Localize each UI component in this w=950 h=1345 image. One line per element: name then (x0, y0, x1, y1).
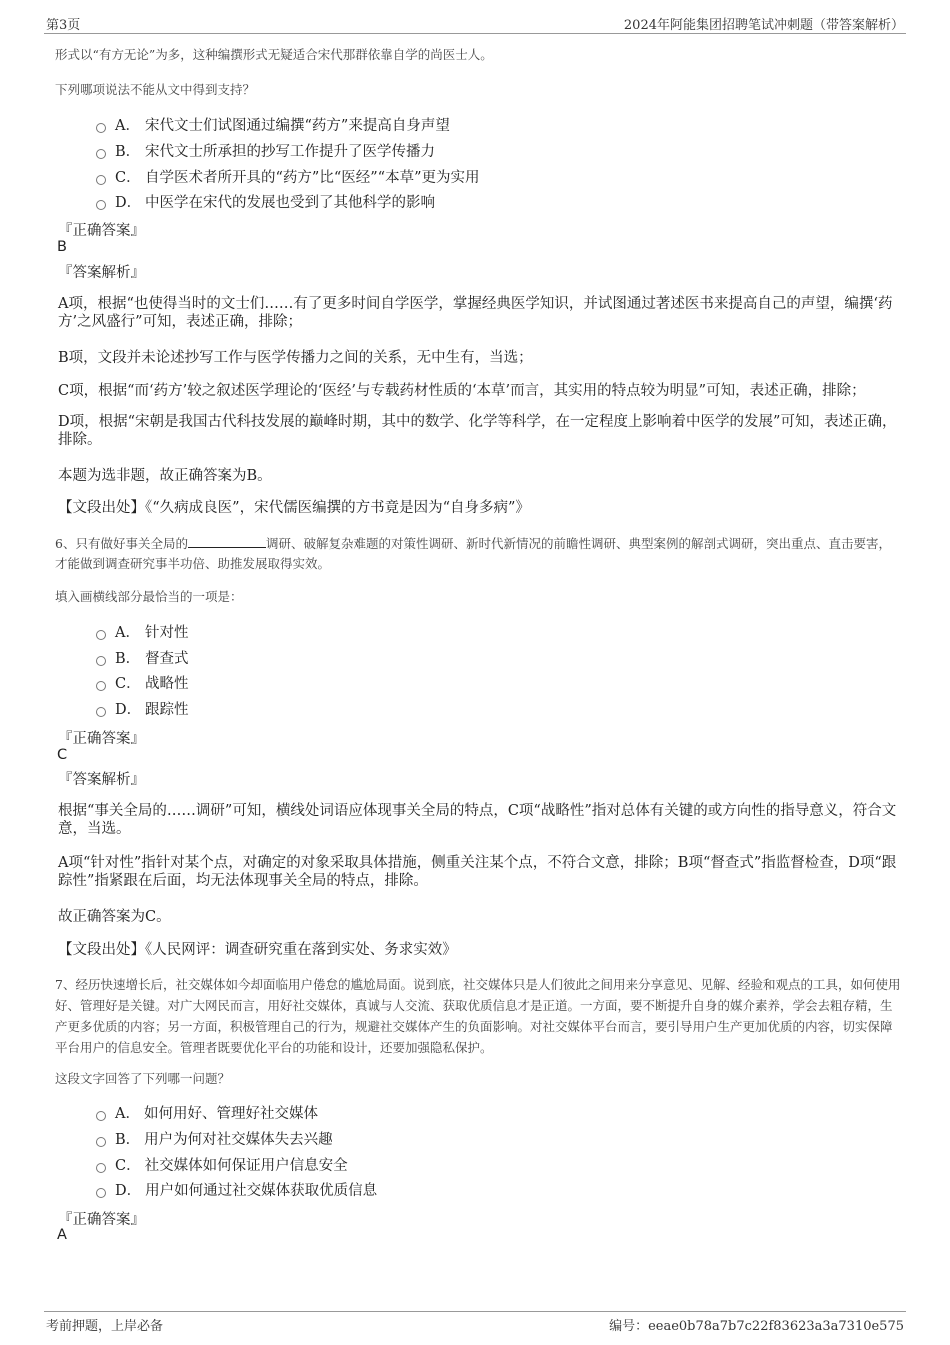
q5-analysis-b: B项，文段并未论述抄写工作与医学传播力之间的关系，无中生有，当选； (58, 350, 533, 366)
q5-analysis-a: A项，根据“也使得当时的文士们……有了更多时间自学医学，掌握经典医学知识，并试图通过著述医书来提高自己的声望，编撰‘药方’之风盛行”可知，表述正确，排除； (58, 296, 893, 330)
q6-stem: 6、只有做好事关全局的 调研、破解复杂难题的对策性调研、新时代新情况的前瞻性调研、典型案例的解剖式调研，突出重点、直击要害，才能做到调查研究事半功倍、助推发展取得实效。 (55, 536, 891, 571)
q6-prompt: 填入画横线部分最恰当的一项是： (55, 589, 243, 604)
q5-prompt: 下列哪项说法不能从文中得到支持？ (55, 82, 256, 97)
q7-answer-label: 『正确答案』 (58, 1212, 145, 1228)
q5-option-b[interactable]: B． 宋代文士所承担的抄写工作提升了医学传播力 (96, 140, 435, 160)
q5-option-d[interactable]: D． 中医学在宋代的发展也受到了其他科学的影响 (96, 191, 435, 211)
radio-button-icon[interactable] (96, 1188, 106, 1198)
fill-in-blank (188, 535, 266, 548)
q6-answer: C (57, 747, 68, 763)
q5-passage-end: 形式以“有方无论”为多，这种编撰形式无疑适合宋代那群依靠自学的尚医士人。 (55, 47, 493, 62)
q6-source: 【文段出处】《人民网评：调查研究重在落到实处、务求实效》 (58, 942, 457, 958)
radio-button-icon[interactable] (96, 1111, 106, 1121)
radio-button-icon[interactable] (96, 656, 106, 666)
q5-option-c[interactable]: C． 自学医术者所开具的“药方”比“医经”“本草”更为实用 (96, 166, 479, 186)
radio-button-icon[interactable] (96, 175, 106, 185)
q6-option-d[interactable]: D． 跟踪性 (96, 698, 189, 718)
q5-analysis-d: D项，根据“宋朝是我国古代科技发展的巅峰时期，其中的数学、化学等科学，在一定程度上影响着中医学的发展”可知，表述正确，排除。 (58, 414, 897, 448)
footer-divider (44, 1311, 906, 1312)
q5-answer-label: 『正确答案』 (58, 223, 145, 239)
radio-button-icon[interactable] (96, 200, 106, 210)
radio-button-icon[interactable] (96, 149, 106, 159)
q5-analysis-c: C项，根据“而‘药方’较之叙述医学理论的‘医经’与专载药材性质的‘本草’而言，其实用的特点较为明显”可知，表述正确，排除； (58, 383, 866, 399)
radio-button-icon[interactable] (96, 681, 106, 691)
q6-option-c[interactable]: C． 战略性 (96, 672, 189, 692)
q5-answer: B (57, 239, 67, 255)
q7-option-a[interactable]: A． 如何用好、管理好社交媒体 (96, 1102, 318, 1122)
q5-source: 【文段出处】《“久病成良医”，宋代儒医编撰的方书竟是因为“自身多病”》 (58, 500, 530, 516)
radio-button-icon[interactable] (96, 630, 106, 640)
document-title: 2024年阿能集团招聘笔试冲刺题（带答案解析） (623, 18, 904, 33)
footer-slogan: 考前押题，上岸必备 (46, 1319, 164, 1334)
q6-analysis-label: 『答案解析』 (58, 772, 145, 788)
q7-option-b[interactable]: B． 用户为何对社交媒体失去兴趣 (96, 1128, 333, 1148)
radio-button-icon[interactable] (96, 707, 106, 717)
q6-option-b[interactable]: B． 督查式 (96, 647, 189, 667)
q7-stem: 7、经历快速增长后，社交媒体如今却面临用户倦怠的尴尬局面。说到底，社交媒体只是人们彼此之间用来分享意见、见解、经验和观点的工具，如何使用好、管理好是关键。对广大网民而言，用好社交媒体，真诚与人交流、获取优质信息才是正道。一方面，要不断提升自身的媒介素养，学会去粗存精，生产更多优质的内容；另一方面，积极管理自己的行为，规避社交媒体产生的负面影响。对社交媒体平台而言，要引导用户生产更加优质的内容，切实保障平台用户的信息安全。管理者既要优化平台的功能和设计，还要加强隐私保护。 (55, 977, 901, 1055)
radio-button-icon[interactable] (96, 123, 106, 133)
q6-answer-label: 『正确答案』 (58, 731, 145, 747)
footer-serial-number: 编号：eeae0b78a7b7c22f83623a3a7310e575 (609, 1319, 904, 1334)
q5-analysis-label: 『答案解析』 (58, 265, 145, 281)
radio-button-icon[interactable] (96, 1137, 106, 1147)
q6-analysis-abd: A项“针对性”指针对某个点，对确定的对象采取具体措施，侧重关注某个点，不符合文意，排除；B项“督查式”指监督检查，D项“跟踪性”指紧跟在后面，均无法体现事关全局的特点，排除。 (58, 855, 897, 889)
q7-option-d[interactable]: D． 用户如何通过社交媒体获取优质信息 (96, 1179, 377, 1199)
radio-button-icon[interactable] (96, 1163, 106, 1173)
q7-prompt: 这段文字回答了下列哪一问题？ (55, 1071, 231, 1086)
q5-option-a[interactable]: A． 宋代文士们试图通过编撰“药方”来提高自身声望 (96, 114, 450, 134)
q7-answer: A (57, 1227, 67, 1243)
q7-option-c[interactable]: C． 社交媒体如何保证用户信息安全 (96, 1154, 348, 1174)
q6-analysis-c: 根据“事关全局的……调研”可知，横线处词语应体现事关全局的特点，C项“战略性”指对总体有关键的或方向性的指导意义，符合文意，当选。 (58, 803, 897, 837)
q6-option-a[interactable]: A． 针对性 (96, 621, 189, 641)
q6-conclusion: 故正确答案为C。 (58, 909, 171, 925)
q5-conclusion: 本题为选非题，故正确答案为B。 (58, 468, 272, 484)
header-divider (44, 33, 906, 34)
page-number: 第3页 (46, 18, 81, 33)
